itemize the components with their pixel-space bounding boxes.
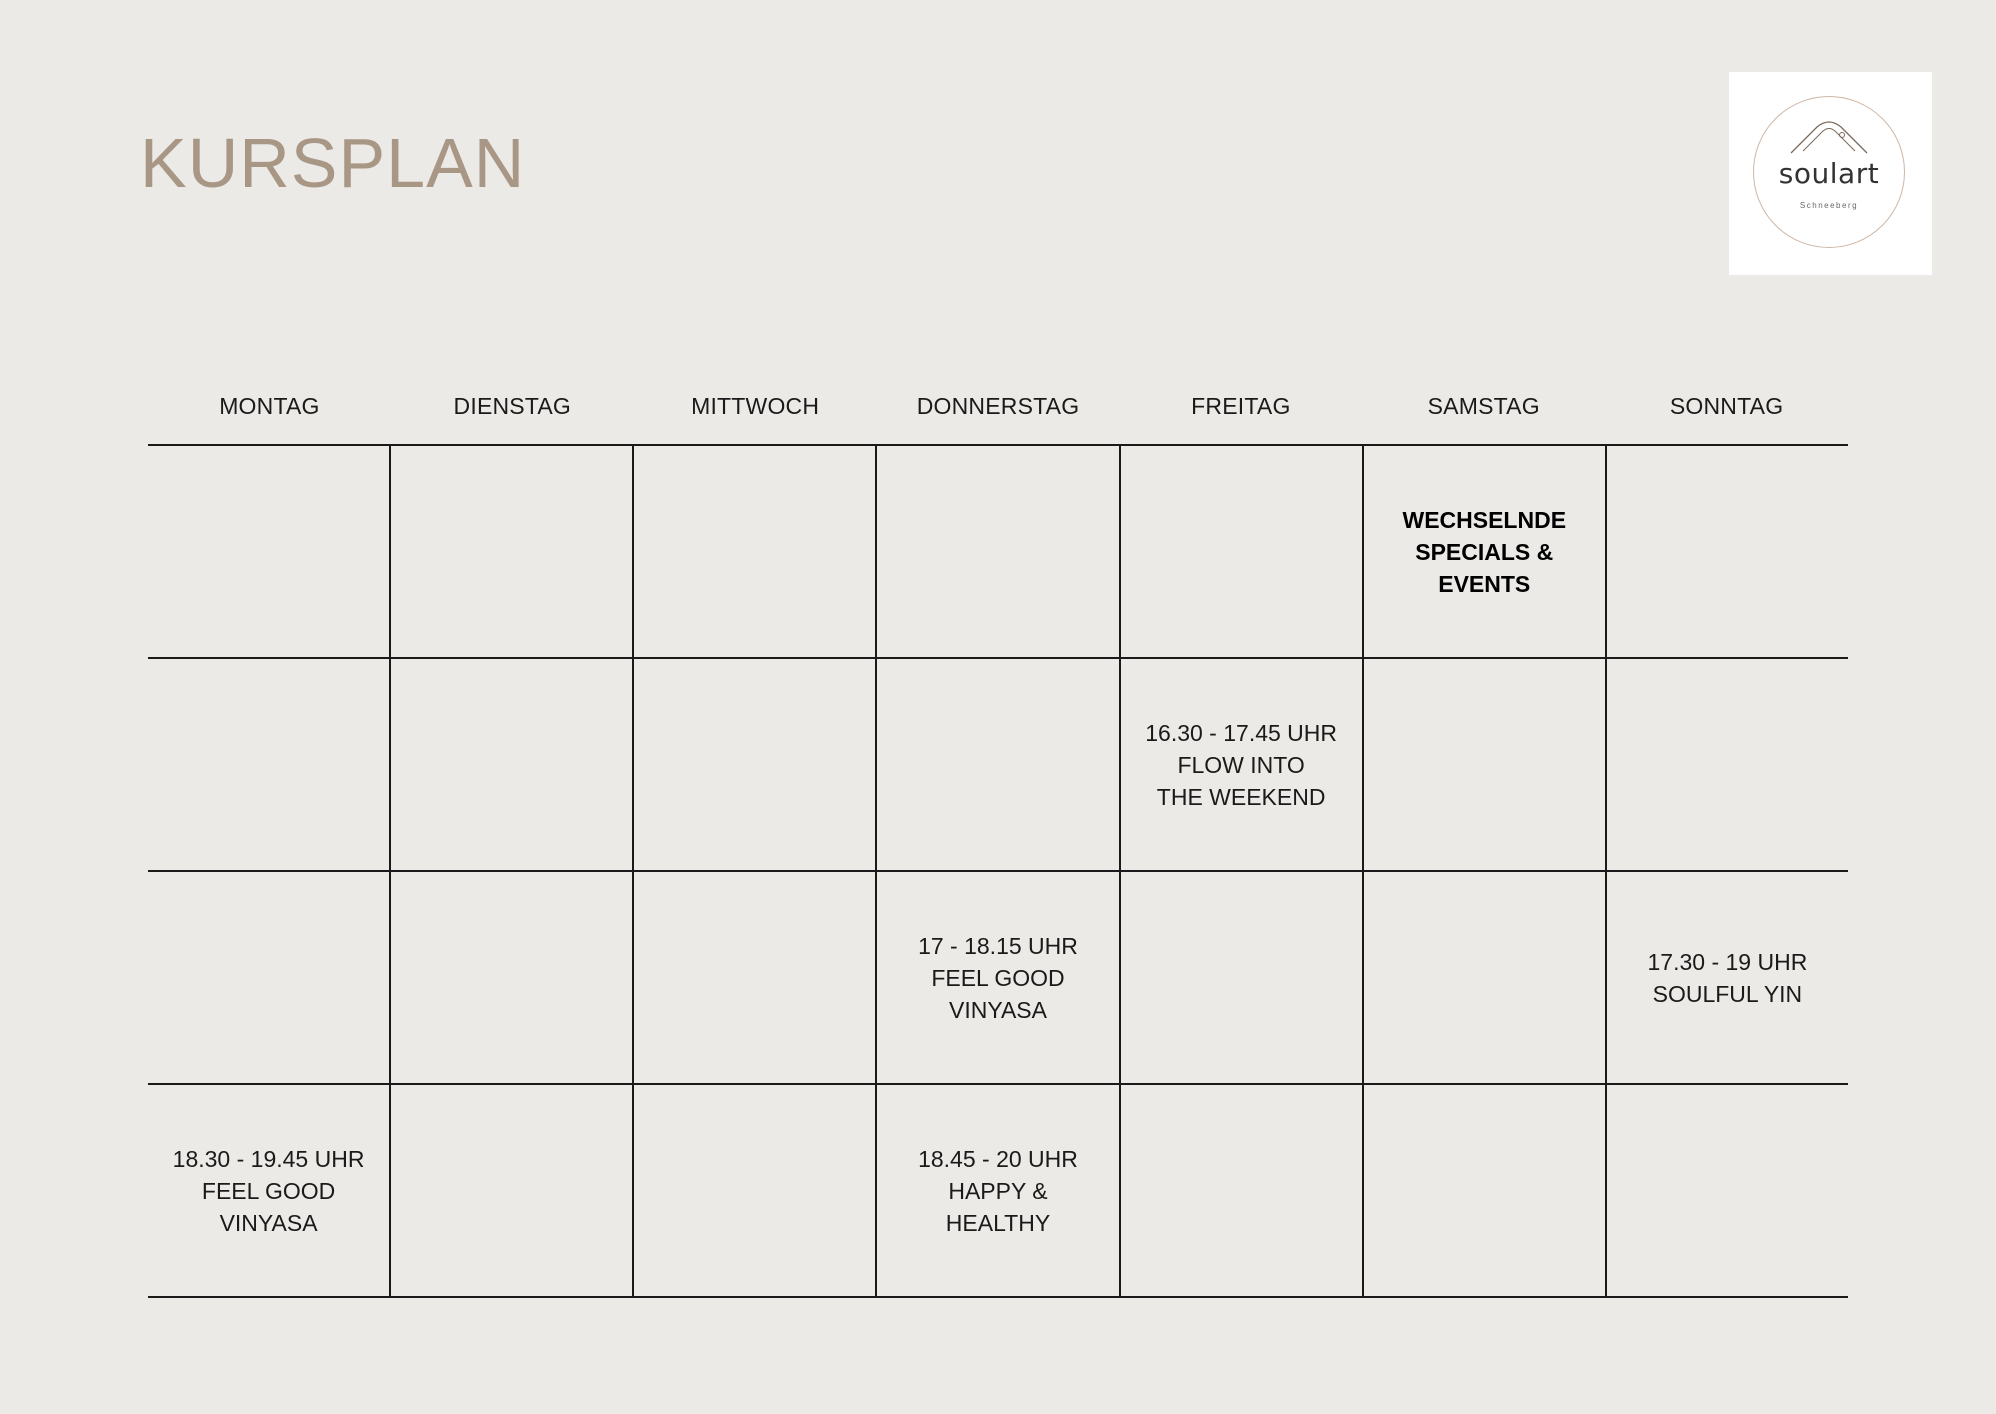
schedule-cell xyxy=(148,446,391,657)
class-cell-thursday: 17 - 18.15 UHR FEEL GOOD VINYASA xyxy=(877,872,1120,1083)
class-cell-friday: 16.30 - 17.45 UHR FLOW INTO THE WEEKEND xyxy=(1121,659,1364,870)
schedule-cell xyxy=(391,659,634,870)
schedule-row-4 xyxy=(148,1085,1848,1298)
schedule-cell xyxy=(1364,1085,1607,1296)
weekday-header xyxy=(148,368,1848,444)
schedule-row-3 xyxy=(148,872,1848,1085)
schedule-cell xyxy=(391,446,634,657)
logo-ring xyxy=(1753,96,1905,248)
schedule-cell xyxy=(634,872,877,1083)
day-header-saturday: SAMSTAG xyxy=(1427,392,1540,419)
schedule-cell xyxy=(148,659,391,870)
schedule-row-2 xyxy=(148,659,1848,872)
schedule-cell xyxy=(1607,659,1848,870)
day-header-wednesday: MITTWOCH xyxy=(691,392,820,419)
day-header-friday: FREITAG xyxy=(1191,392,1291,419)
schedule-cell xyxy=(634,446,877,657)
logo xyxy=(1729,72,1932,275)
schedule-cell xyxy=(1121,446,1364,657)
schedule-grid xyxy=(148,444,1848,1298)
schedule-cell xyxy=(1364,659,1607,870)
class-cell-sunday: 17.30 - 19 UHR SOULFUL YIN xyxy=(1647,948,1808,1007)
mountain-icon xyxy=(1789,117,1869,157)
schedule-cell xyxy=(634,659,877,870)
schedule-cell xyxy=(148,872,391,1083)
schedule-cell xyxy=(1364,872,1607,1083)
schedule-cell xyxy=(1607,446,1848,657)
class-cell-monday: 18.30 - 19.45 UHR FEEL GOOD VINYASA xyxy=(148,1085,391,1296)
schedule-cell xyxy=(1121,1085,1364,1296)
page-title: KURSPLAN xyxy=(140,124,526,202)
logo-wordmark: soulart xyxy=(1778,157,1880,190)
schedule-cell xyxy=(1121,872,1364,1083)
schedule-row-1 xyxy=(148,446,1848,659)
class-cell-thursday: 18.45 - 20 UHR HAPPY & HEALTHY xyxy=(877,1085,1120,1296)
schedule-cell xyxy=(877,446,1120,657)
day-header-monday: MONTAG xyxy=(219,392,320,419)
day-header-tuesday: DIENSTAG xyxy=(453,392,572,419)
logo-subtitle: Schneeberg xyxy=(1799,201,1859,210)
day-header-sunday: SONNTAG xyxy=(1669,392,1784,419)
special-events-cell: WECHSELNDE SPECIALS & EVENTS xyxy=(1364,446,1607,657)
schedule-cell xyxy=(391,1085,634,1296)
schedule-cell xyxy=(391,872,634,1083)
schedule-cell xyxy=(1607,1085,1848,1296)
schedule-cell xyxy=(634,1085,877,1296)
day-header-thursday: DONNERSTAG xyxy=(916,392,1080,419)
schedule-table xyxy=(148,368,1848,1298)
schedule-cell xyxy=(877,659,1120,870)
